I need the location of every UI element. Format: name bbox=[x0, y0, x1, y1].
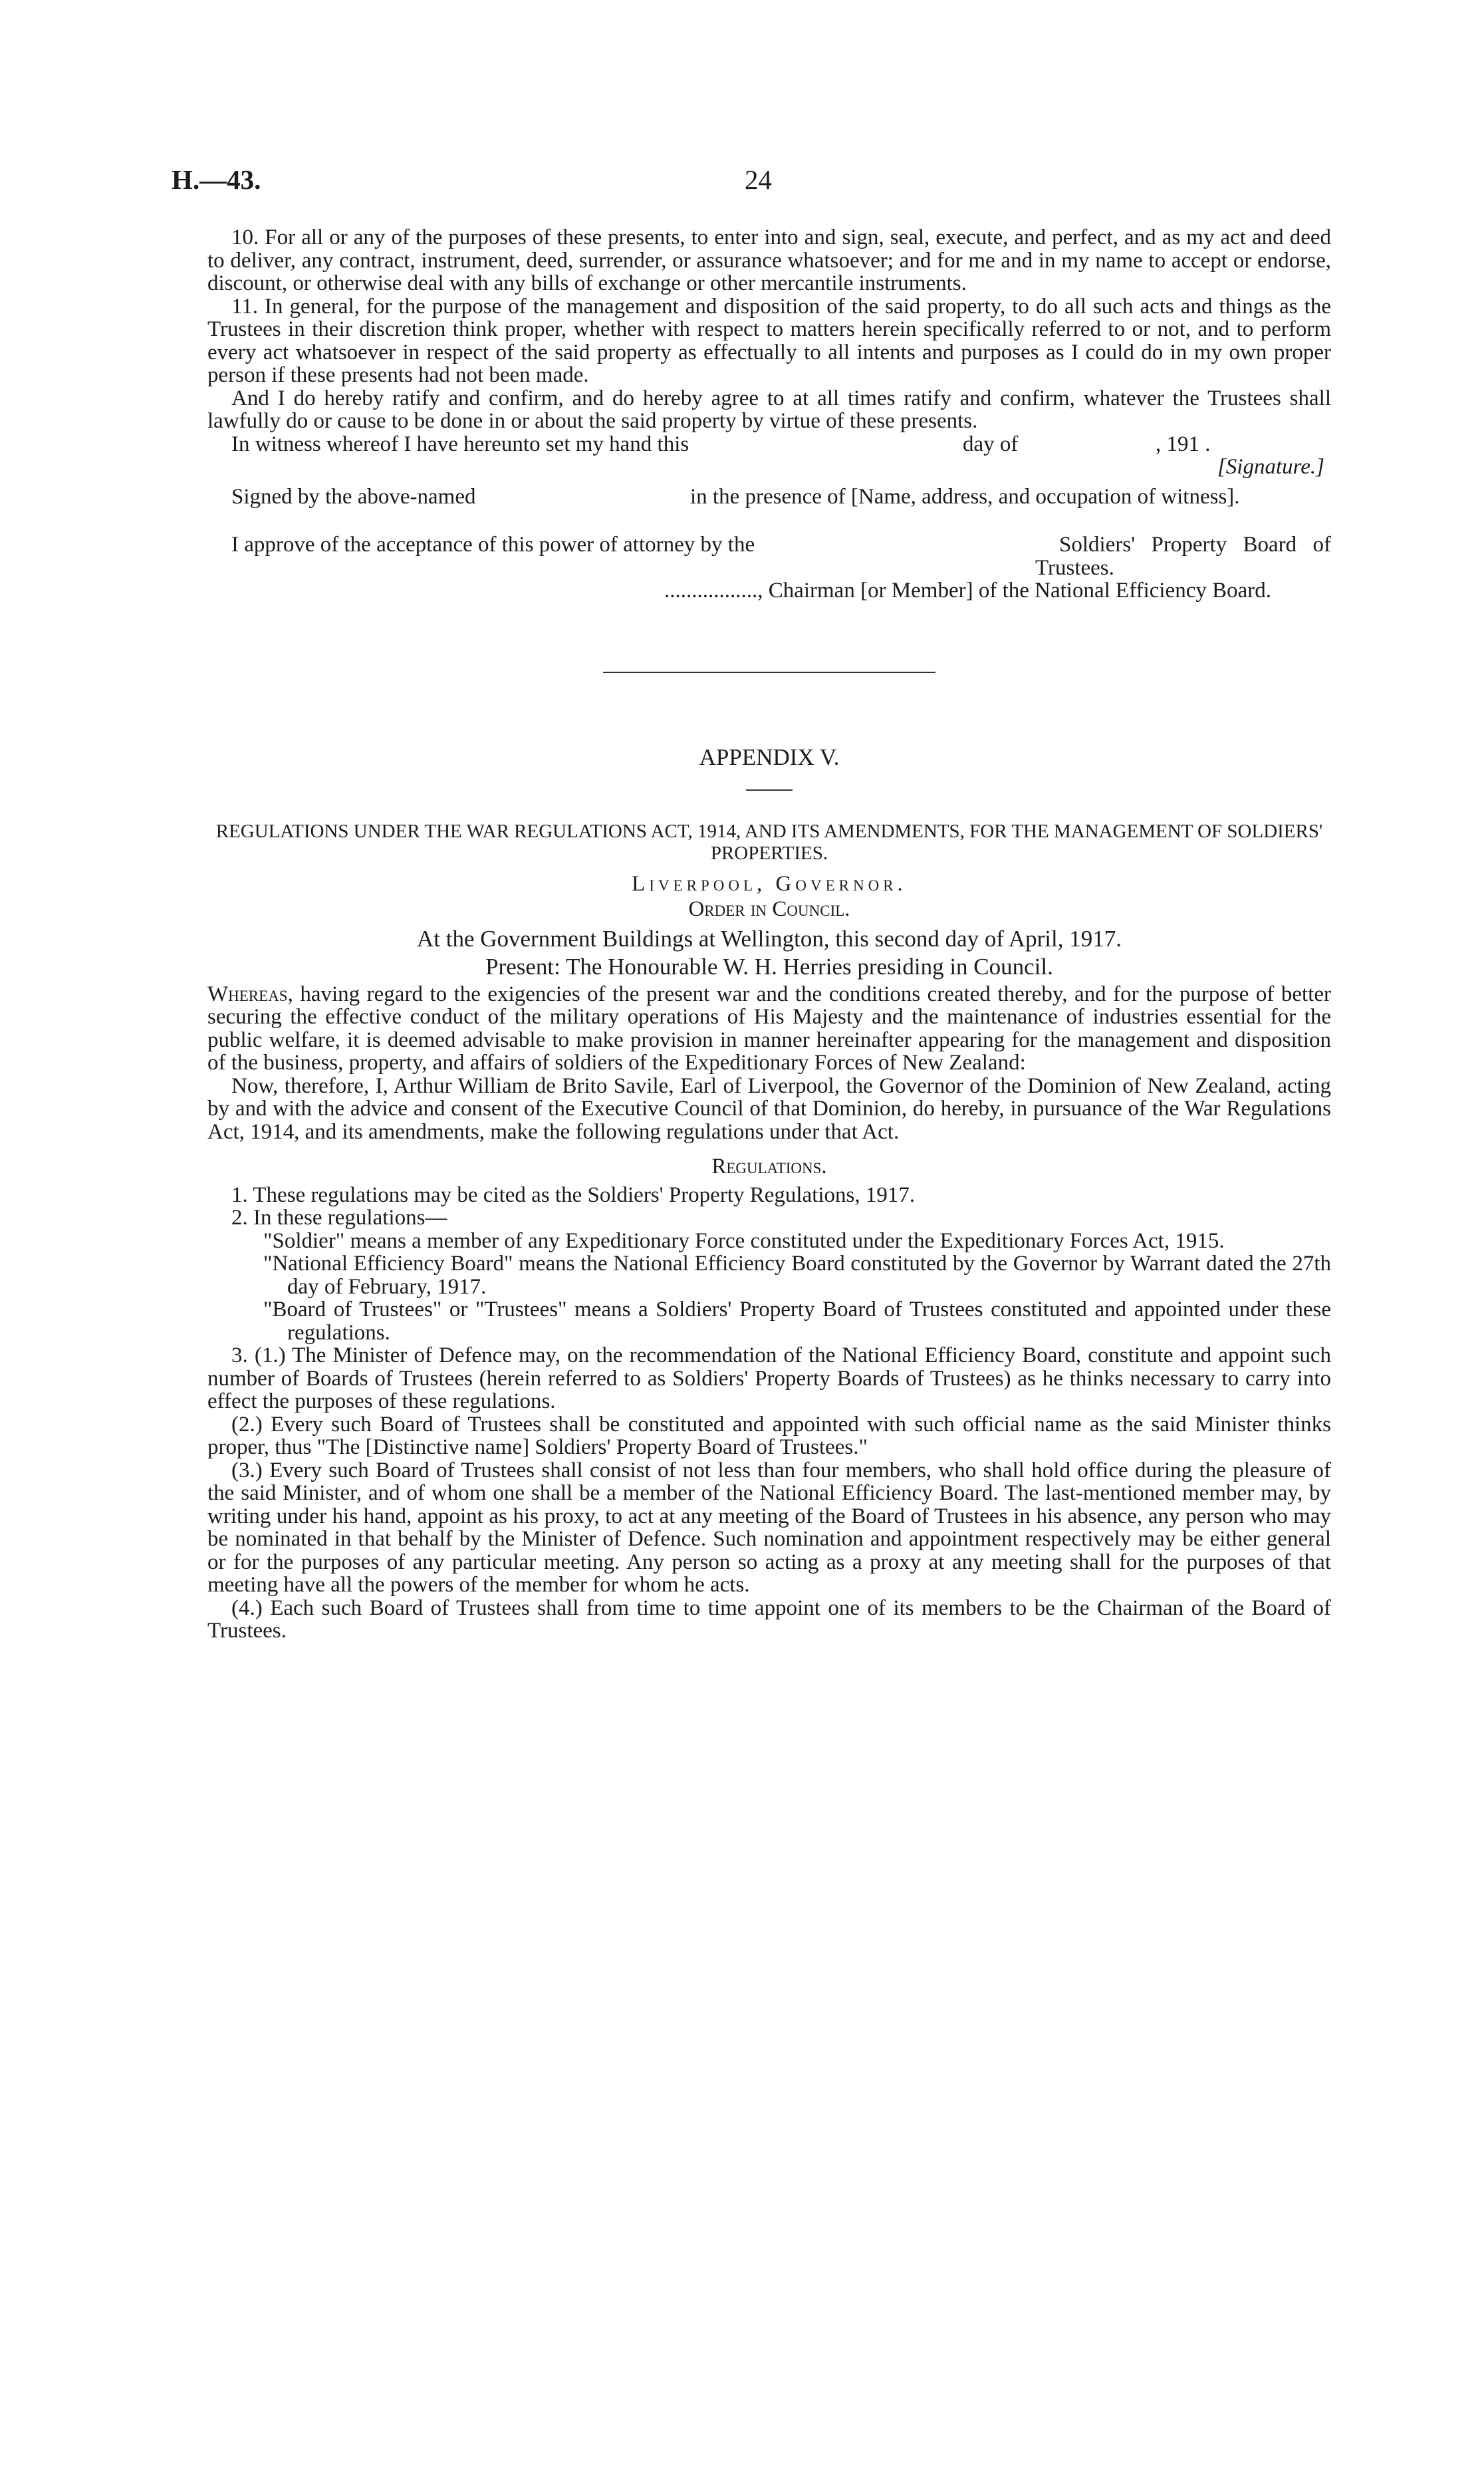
whereas-text: having regard to the exigencies of the present war and the conditions created thereby, and for the purpose of better securing the effective conduct of the military operations of His Majesty and the maintenance of industries essential for the public welfare, it is deemed advisable to make provision in manner hereinafter appearing for the management and disposition of the business, property, and affairs of soldiers of the Expeditionary Forces of New Zealand: bbox=[207, 982, 1331, 1075]
signed-line bbox=[207, 485, 1331, 509]
presiding-line: Present: The Honourable W. H. Herries presiding in Council. bbox=[485, 954, 1053, 980]
governor-line: Liverpool, Governor. bbox=[632, 871, 907, 896]
page-body bbox=[207, 158, 1331, 1643]
definition-board-of-trustees: "Board of Trustees" or "Trustees" means a Soldiers' Property Board of Trustees constituted and appointed under these regulations. bbox=[263, 1298, 1331, 1345]
regulations-subtitle: Regulations. bbox=[711, 1155, 827, 1178]
appendix-title: APPENDIX V. bbox=[699, 744, 840, 770]
approval-line bbox=[207, 533, 1331, 580]
paragraph-10: 10. For all or any of the purposes of these presents, to enter into and sign, seal, execute, and perfect, and as my act and deed to deliver, any contract, instrument, deed, surrender, or assurance whatsoever; and for me and in my name to accept or endorse, discount, or otherwise deal with any bills of exchange or other mercantile instruments. bbox=[207, 225, 1331, 295]
regulation-3-2: (2.) Every such Board of Trustees shall be constituted and appointed with such official name as the said Minister thinks proper, thus "The [Distinctive name] Soldiers' Property Board of Trustees." bbox=[207, 1412, 1331, 1459]
witness-line bbox=[207, 433, 1331, 456]
page-number: 24 bbox=[745, 164, 772, 195]
definition-national-efficiency-board: "National Efficiency Board" means the National Efficiency Board constituted by the Governor by Warrant dated the 27th day of February, 1917. bbox=[263, 1252, 1331, 1299]
whereas-paragraph bbox=[207, 983, 1331, 1075]
chairman-signature-line: ................., Chairman [or Member] of the National Efficiency Board. bbox=[664, 578, 1271, 603]
paragraph-11: 11. In general, for the purpose of the management and disposition of the said property, to do all such acts and things as the Trustees in their discretion think proper, whether with respect to matters herein specifically referred to or not, and to perform every act whatsoever in respect of the said property as effectually to all intents and purposes as I could do in my own proper person if these presents had not been made. bbox=[207, 294, 1331, 387]
signature-placeholder: [Signature.] bbox=[1217, 455, 1324, 479]
regulation-1: 1. These regulations may be cited as the Soldiers' Property Regulations, 1917. bbox=[231, 1182, 916, 1207]
definition-soldier: "Soldier" means a member of any Expeditionary Force constituted under the Expeditionary Forces Act, 1915. bbox=[263, 1228, 1225, 1253]
regulation-3-4: (4.) Each such Board of Trustees shall from time to time appoint one of its members to be the Chairman of the Board of Trustees. bbox=[207, 1595, 1331, 1643]
regulations-heading: REGULATIONS UNDER THE WAR REGULATIONS ACT, 1914, AND ITS AMENDMENTS, FOR THE MANAGEMENT OF SOLDIERS' PROPERTIES. bbox=[215, 820, 1323, 864]
regulation-2: 2. In these regulations— bbox=[231, 1206, 447, 1230]
witness-text: In witness whereof I have hereunto set my hand this bbox=[231, 432, 689, 456]
regulation-3-3: (3.) Every such Board of Trustees shall consist of not less than four members, who shall hold office during the pleasure of the said Minister, and of whom one shall be a member of the National Efficiency Board. The last-mentioned member may, by writing under his hand, appoint as his proxy, to act at any meeting of the Board of Trustees in his absence, any person who may be nominated in that behalf by the Minister of Defence. Such nomination and appointment respectively may be either general or for the purposes of any particular meeting. Any person so acting as a proxy at any meeting shall for the purposes of that meeting have all the powers of the member for whom he acts. bbox=[207, 1458, 1331, 1597]
whereas-word: Whereas, bbox=[207, 982, 293, 1006]
regulation-3-1: 3. (1.) The Minister of Defence may, on the recommendation of the National Efficiency Board, constitute and appoint such number of Boards of Trustees (herein referred to as Soldiers' Property Boards of Trustees) as he thinks necessary to carry into effect the purposes of these regulations. bbox=[207, 1343, 1331, 1413]
board-text: Soldiers' Property Board of Trustees. bbox=[1035, 533, 1331, 580]
place-and-date: At the Government Buildings at Wellington, this second day of April, 1917. bbox=[416, 925, 1122, 952]
order-in-council: Order in Council. bbox=[688, 897, 850, 921]
ratify-paragraph: And I do hereby ratify and confirm, and do hereby agree to at all times ratify and confirm, whatever the Trustees shall lawfully do or cause to be done in or about the said property by virtue of these presents. bbox=[207, 386, 1331, 433]
presence-text: in the presence of [Name, address, and occupation of witness]. bbox=[690, 484, 1240, 509]
signed-by-text: Signed by the above-named bbox=[231, 484, 476, 509]
approval-text: I approve of the acceptance of this power of attorney by the bbox=[231, 533, 755, 557]
document-reference: H.—43. bbox=[172, 164, 261, 195]
now-therefore-paragraph: Now, therefore, I, Arthur William de Brito Savile, Earl of Liverpool, the Governor of the Dominion of New Zealand, acting by and with the advice and consent of the Executive Council of that Dominion, do hereby, in pursuance of the War Regulations Act, 1914, and its amendments, make the following regulations under that Act. bbox=[207, 1073, 1331, 1144]
year-text: , 191 . bbox=[1156, 432, 1211, 456]
day-of-text: day of bbox=[963, 432, 1019, 456]
